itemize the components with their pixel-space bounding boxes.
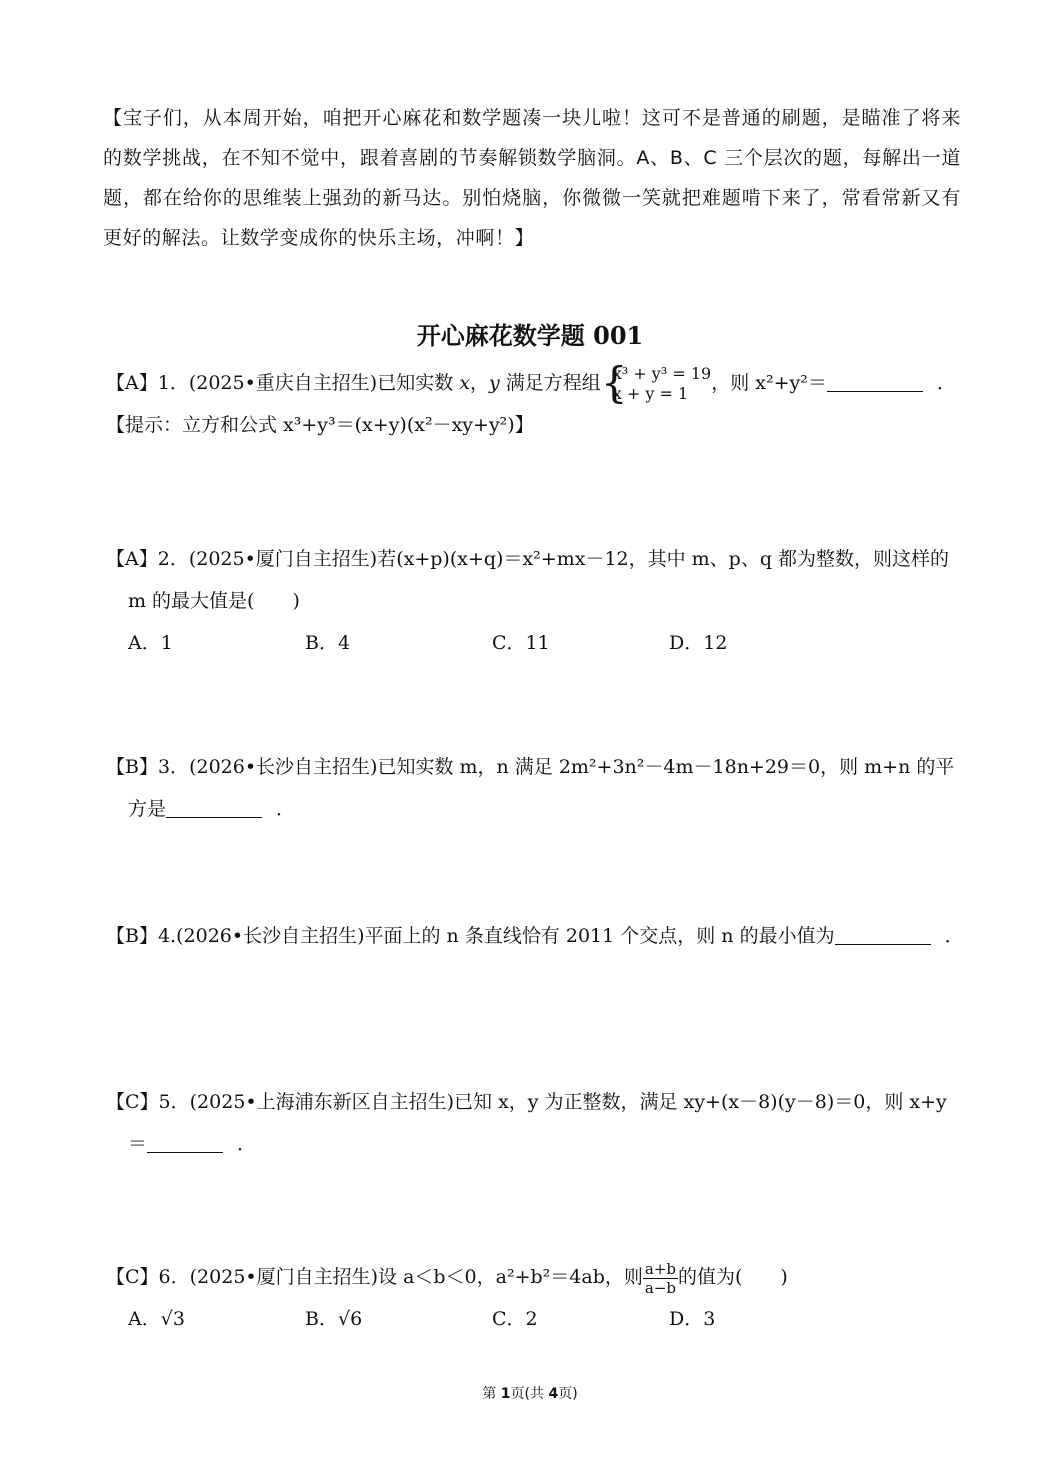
question-5-source: (2025•上海浦东新区自主招生) (189, 1091, 455, 1113)
option-b[interactable]: B．√6 (305, 1308, 363, 1330)
fraction-denominator: a−b (644, 1278, 676, 1297)
footer-prefix: 第 (482, 1386, 501, 1402)
option-a[interactable]: A．√3 (128, 1308, 185, 1330)
question-5-num: 5． (158, 1091, 190, 1113)
var-y: y (489, 372, 500, 394)
question-1-ask: x²+y²＝ (755, 372, 827, 394)
question-1-num: 1． (157, 372, 189, 394)
equation-system (600, 358, 712, 407)
question-5-tag: 【C】 (106, 1091, 159, 1113)
question-1-end: ． (936, 372, 956, 394)
question-1-hint: 【提示：立方和公式 x³+y³＝(x+y)(x²－xy+y²)】 (106, 414, 534, 436)
option-d[interactable]: D．12 (669, 632, 728, 654)
question-4-source: (2026•长沙自主招生) (176, 925, 365, 947)
question-3-source: (2026•长沙自主招生) (189, 756, 378, 778)
option-c[interactable]: C．2 (492, 1308, 538, 1330)
option-b[interactable]: B．4 (305, 632, 351, 654)
var-x: x (459, 372, 470, 394)
question-1-text-a: 已知实数 (377, 372, 460, 394)
question-1-tag: 【A】 (106, 372, 158, 394)
question-4-text: 平面上的 n 条直线恰有 2011 个交点，则 n 的最小值为 (364, 925, 835, 947)
answer-blank[interactable] (827, 373, 923, 392)
option-a[interactable]: A．1 (128, 632, 173, 654)
question-3-line-2 (106, 788, 962, 830)
question-6-num: 6． (158, 1266, 190, 1288)
question-4-line (106, 915, 962, 957)
question-5-end: ． (237, 1133, 257, 1155)
comma: ， (469, 372, 489, 394)
question-3-num: 3． (157, 756, 190, 778)
question-1-source: (2025•重庆自主招生) (188, 372, 378, 394)
question-6-options (106, 1298, 962, 1340)
footer-page-number: 1 (500, 1386, 511, 1402)
fraction (643, 1260, 678, 1297)
question-2-line-2: m 的最大值是( ) (128, 590, 300, 612)
question-5-line-2 (106, 1123, 962, 1165)
question-6 (106, 1256, 962, 1340)
question-2-options (106, 622, 962, 664)
question-5-text: 已知 x，y 为正整数，满足 xy+(x－8)(y－8)＝0，则 x+y (454, 1091, 947, 1113)
question-1-text-c: ，则 (711, 372, 756, 394)
footer-suffix: 页) (558, 1386, 578, 1402)
question-4-tag: 【B】 (106, 925, 158, 947)
question-4-num: 4. (157, 925, 177, 947)
page-title: 开心麻花数学题 001 (416, 321, 644, 350)
question-3-tag: 【B】 (106, 756, 158, 778)
equation-1: x³ + y³ = 19 (612, 364, 712, 383)
left-brace-icon: { (600, 358, 628, 407)
question-6-source: (2025•厦门自主招生) (189, 1266, 379, 1288)
answer-blank[interactable] (166, 799, 262, 818)
question-2-tag: 【A】 (106, 548, 158, 570)
question-3-end: ． (276, 798, 296, 820)
question-1-text-b: 满足方程组 (499, 372, 601, 394)
question-3 (106, 746, 962, 830)
question-5-line-1 (106, 1081, 962, 1123)
question-6-text-b: 的值为( ) (678, 1266, 788, 1288)
equation-2: x + y = 1 (612, 384, 689, 403)
answer-blank[interactable] (147, 1134, 223, 1153)
intro-paragraph: 【宝子们，从本周开始，咱把开心麻花和数学题凑一块儿啦！这可不是普通的刷题，是瞄准了将来的数学挑战，在不知不觉中，跟着喜剧的节奏解锁数学脑洞。A、B、C 三个层次的题，每解出一道题，都在给你的思维装上强劲的新马达。别怕烧脑，你微微一笑就把难题啃下来了，常看常新又有更好的解法。让数学变成你的快乐主场，冲啊！】 (103, 107, 961, 249)
fraction-numerator: a+b (644, 1259, 676, 1278)
question-3-text-2: 方是 (128, 798, 167, 820)
question-2-source: (2025•厦门自主招生) (188, 548, 378, 570)
question-5-text-2: ＝ (128, 1133, 148, 1155)
question-6-text-a: 设 a＜b＜0，a²+b²＝4ab，则 (378, 1266, 643, 1288)
footer-total-pages: 4 (548, 1386, 559, 1402)
footer-middle: 页(共 (510, 1386, 549, 1402)
option-d[interactable]: D．3 (669, 1308, 716, 1330)
question-2-line-1 (106, 538, 962, 580)
question-2-num: 2． (157, 548, 189, 570)
question-4 (106, 915, 962, 957)
question-4-end: ． (944, 925, 964, 947)
question-5 (106, 1081, 962, 1165)
question-2-text: 若(x+p)(x+q)＝x²+mx－12，其中 m、p、q 都为整数，则这样的 (377, 548, 950, 570)
question-2 (106, 538, 962, 664)
question-6-line (106, 1256, 962, 1298)
question-3-line-1 (106, 746, 962, 788)
question-6-tag: 【C】 (106, 1266, 159, 1288)
page-footer (0, 1383, 1060, 1403)
option-c[interactable]: C．11 (492, 632, 550, 654)
answer-blank[interactable] (835, 926, 931, 945)
question-1-line (106, 358, 962, 407)
question-3-text: 已知实数 m，n 满足 2m²+3n²－4m－18n+29＝0，则 m+n 的平 (377, 756, 955, 778)
question-1 (106, 358, 962, 446)
